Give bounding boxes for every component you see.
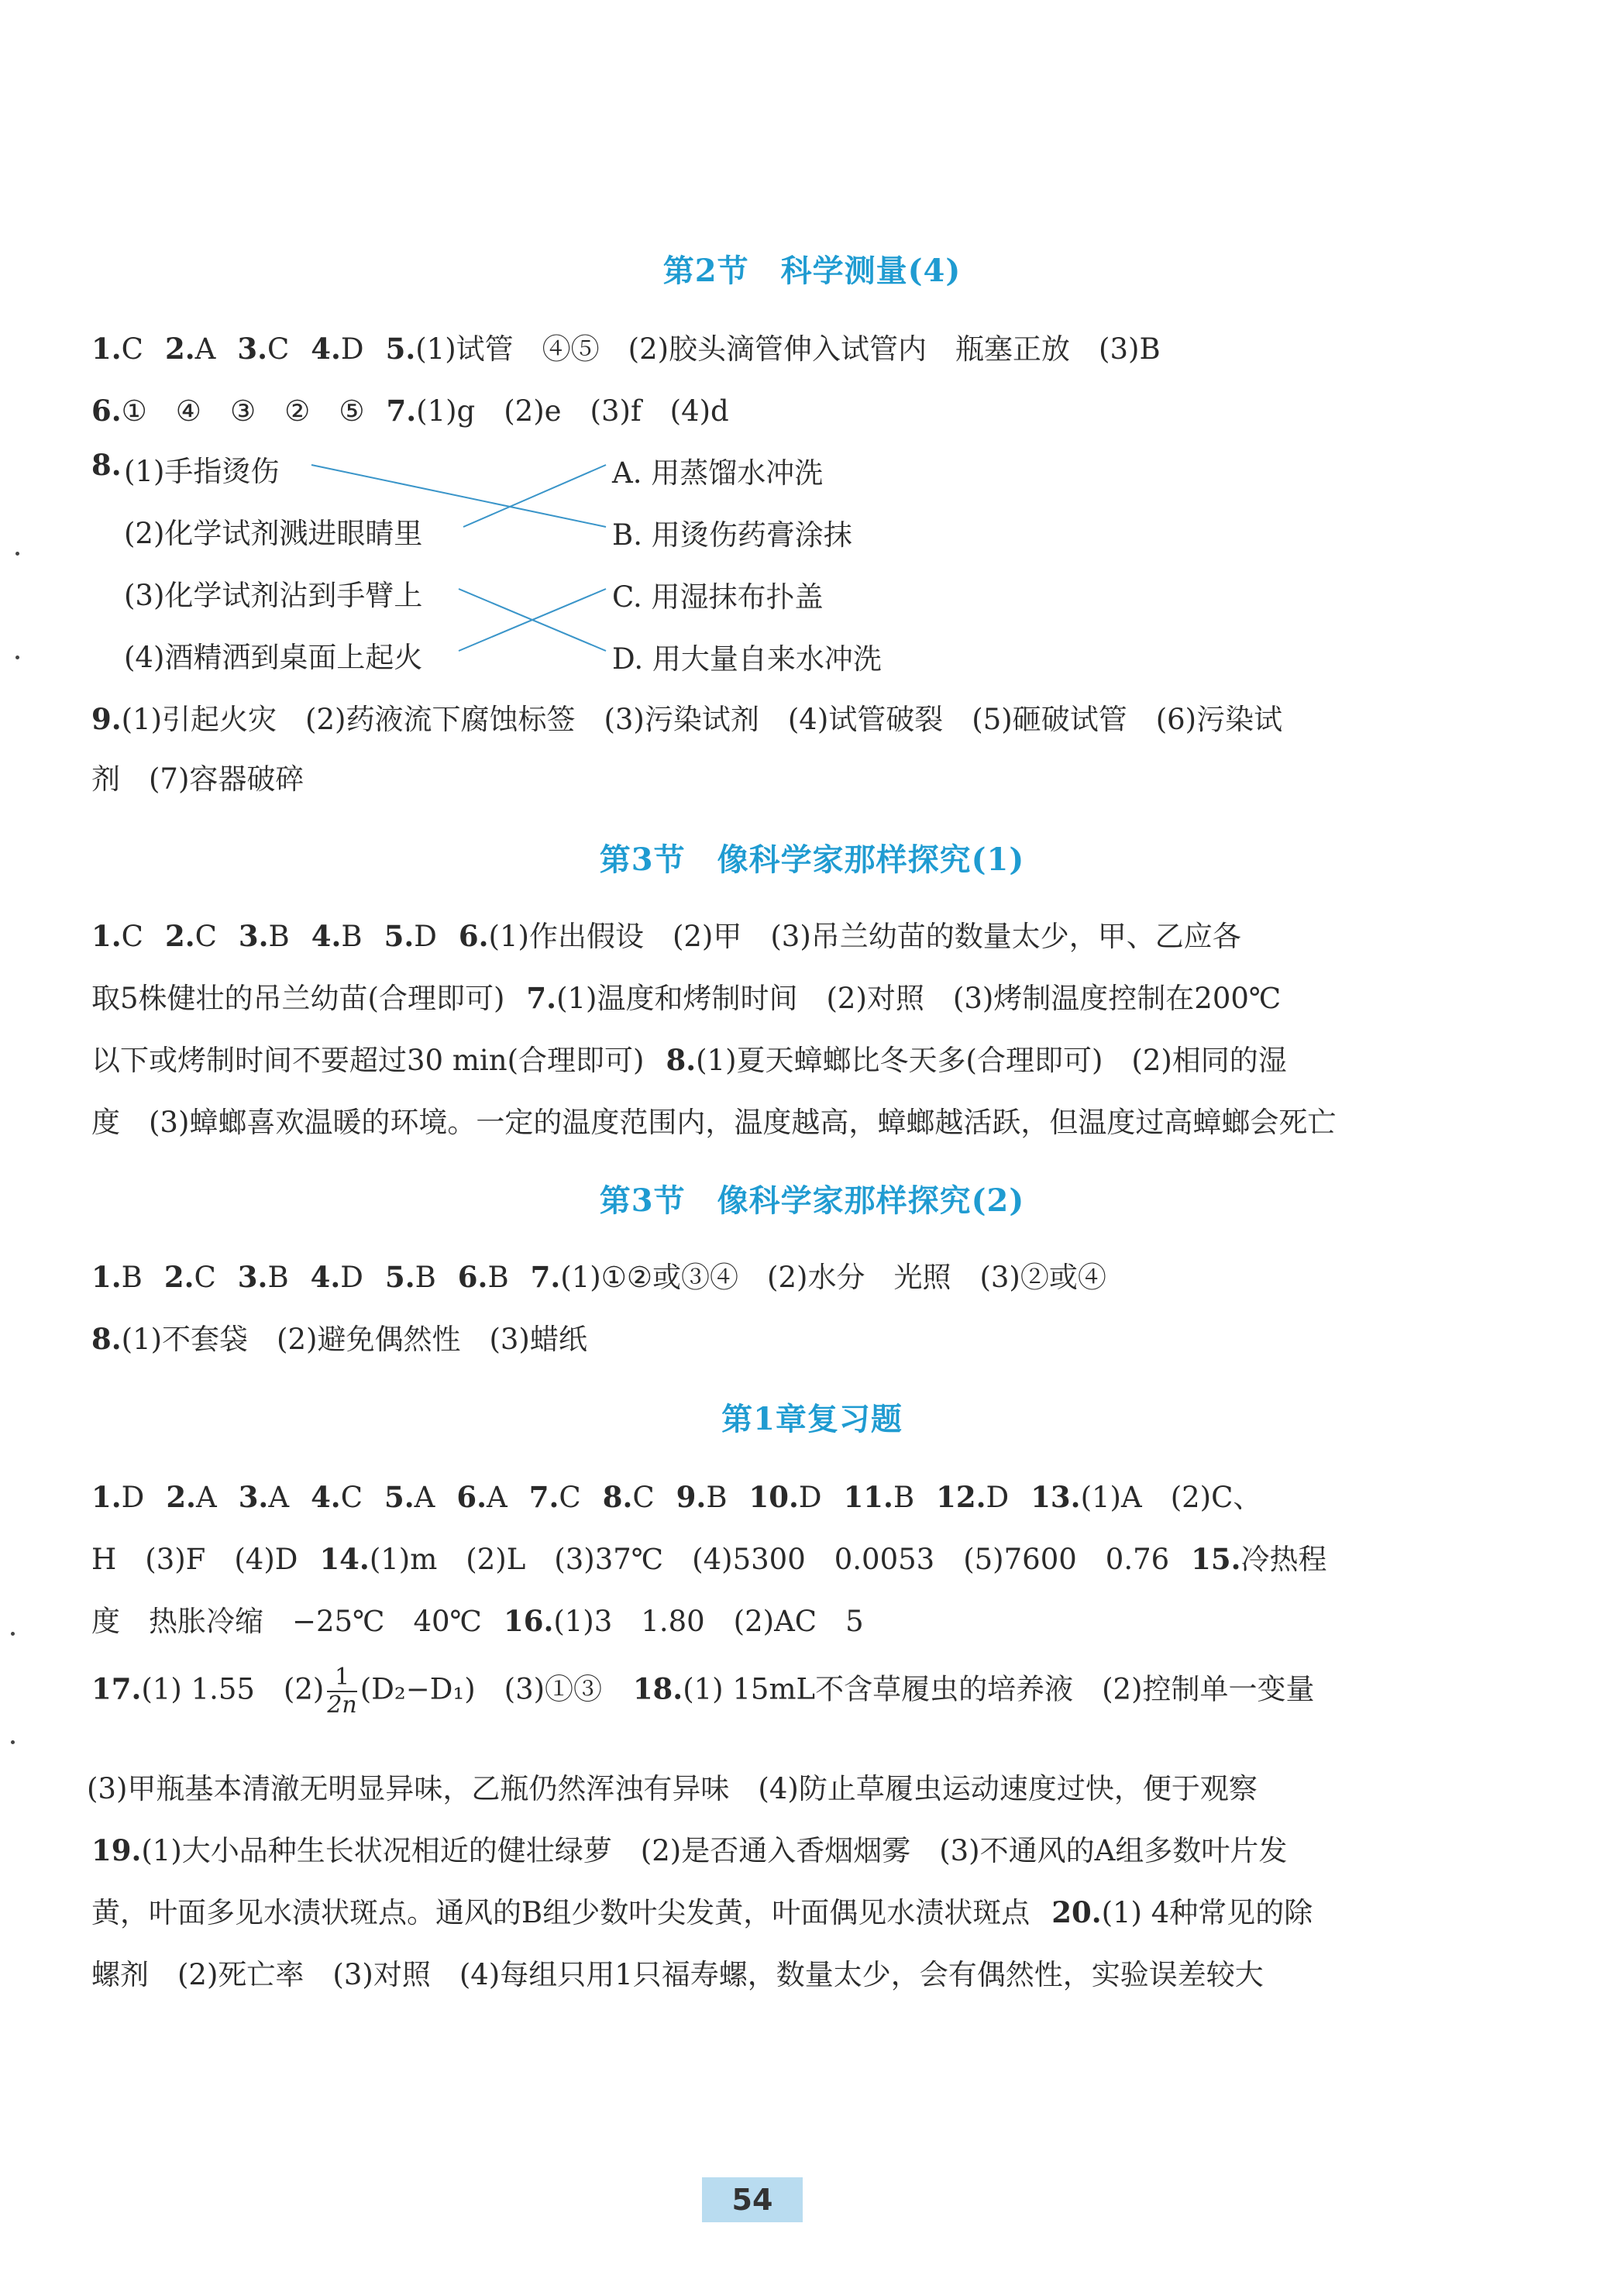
answer-text: (1)不套袋 (2)避免偶然性 (3)蜡纸 bbox=[121, 1323, 587, 1356]
answer-line bbox=[87, 1765, 1258, 1807]
margin-mark bbox=[15, 552, 19, 556]
answer-text: D bbox=[798, 1481, 822, 1514]
answer-line-q17 bbox=[91, 1664, 1315, 1719]
question-number: 16. bbox=[503, 1604, 554, 1638]
answer-text: D bbox=[340, 1261, 363, 1294]
answer-text: (1)引起火灾 (2)药液流下腐蚀标签 (3)污染试剂 (4)试管破裂 (5)砸破试管 (6)污染试 bbox=[121, 703, 1283, 736]
section-title: 第1章复习题 bbox=[721, 1401, 903, 1437]
answer-text: 以下或烤制时间不要超过30 min(合理即可) bbox=[91, 1044, 645, 1077]
answer-text: C bbox=[194, 1261, 216, 1294]
answer-text: C bbox=[121, 332, 143, 366]
section-title: 第3节 像科学家那样探究(1) bbox=[599, 841, 1025, 878]
match-right-item: B. 用烫伤药膏涂抹 bbox=[612, 518, 852, 552]
margin-mark bbox=[15, 656, 19, 659]
question-number: 1. bbox=[91, 919, 122, 953]
page-number: 54 bbox=[702, 2177, 803, 2222]
answer-line bbox=[91, 696, 1282, 738]
answer-text: B bbox=[415, 1261, 436, 1294]
answer-text: C bbox=[194, 920, 217, 953]
answer-text: (1)夏天蟑螂比冬天多(合理即可) (2)相同的湿 bbox=[696, 1044, 1287, 1077]
answer-text: B bbox=[121, 1261, 143, 1294]
answer-text: 黄，叶面多见水渍状斑点。通风的B组少数叶尖发黄，叶面偶见水渍状斑点 bbox=[91, 1896, 1030, 1929]
answer-text: D bbox=[121, 1481, 145, 1514]
question-number: 12. bbox=[936, 1480, 986, 1514]
match-left-item: (4)酒精洒到桌面上起火 bbox=[124, 641, 423, 674]
answer-text: C bbox=[559, 1481, 581, 1514]
question-number: 5. bbox=[384, 919, 415, 953]
question-number: 5. bbox=[385, 332, 416, 366]
answer-text: ① ④ ③ ② ⑤ bbox=[121, 394, 365, 428]
answer-text: B bbox=[893, 1481, 915, 1514]
answer-text: A bbox=[414, 1481, 435, 1514]
fraction-numerator: 1 bbox=[327, 1664, 356, 1692]
answer-line bbox=[91, 1889, 1313, 1931]
question-number: 6. bbox=[457, 1260, 488, 1294]
answer-text: A bbox=[194, 332, 216, 366]
answer-line bbox=[91, 1254, 1106, 1296]
question-number: 4. bbox=[311, 919, 342, 953]
match-right-item: C. 用湿抹布扑盖 bbox=[612, 580, 824, 614]
answer-text: 螺剂 (2)死亡率 (3)对照 (4)每组只用1只福寿螺，数量太少，会有偶然性，实验误差较大 bbox=[91, 1958, 1264, 1991]
question-number: 4. bbox=[311, 332, 341, 366]
question-number: 4. bbox=[310, 1260, 341, 1294]
question-number: 20. bbox=[1051, 1895, 1102, 1929]
question-number: 6. bbox=[458, 919, 489, 953]
answer-line bbox=[91, 1536, 1327, 1578]
answer-text: D bbox=[340, 332, 364, 366]
question-number: 7. bbox=[386, 394, 417, 428]
question-number: 6. bbox=[456, 1480, 487, 1514]
question-number: 13. bbox=[1030, 1480, 1081, 1514]
answer-text: H (3)F (4)D bbox=[91, 1543, 298, 1576]
answer-line bbox=[91, 1099, 1336, 1141]
answer-text: (1) 15mL不含草履虫的培养液 (2)控制单一变量 bbox=[683, 1672, 1315, 1706]
match-line bbox=[463, 465, 606, 527]
fraction bbox=[327, 1664, 356, 1719]
answer-text: D bbox=[414, 920, 437, 953]
answer-text: (D₂−D₁) (3)①③ bbox=[360, 1672, 603, 1706]
answer-text: (1)作出假设 (2)甲 (3)吊兰幼苗的数量太少，甲、乙应各 bbox=[488, 920, 1241, 953]
answer-text: (1)3 1.80 (2)AC 5 bbox=[553, 1605, 864, 1638]
question-number: 8. bbox=[91, 448, 122, 482]
question-number: 7. bbox=[530, 1260, 561, 1294]
question-number: 2. bbox=[164, 332, 195, 366]
answer-line bbox=[91, 1598, 864, 1640]
answer-text: 冷热程 bbox=[1240, 1543, 1327, 1576]
question-number: 17. bbox=[91, 1671, 142, 1706]
question-number: 1. bbox=[91, 1480, 122, 1514]
answer-text: A bbox=[195, 1481, 217, 1514]
section-title: 第2节 科学测量(4) bbox=[662, 253, 962, 289]
question-number: 1. bbox=[91, 332, 122, 366]
answer-text: A bbox=[487, 1481, 508, 1514]
match-right-item: D. 用大量自来水冲洗 bbox=[612, 642, 882, 676]
question-number: 2. bbox=[163, 1260, 194, 1294]
answer-text: B bbox=[487, 1261, 509, 1294]
question-number: 4. bbox=[311, 1480, 341, 1514]
answer-text: 取5株健壮的吊兰幼苗(合理即可) bbox=[91, 982, 505, 1015]
question-number: 1. bbox=[91, 1260, 122, 1294]
question-number: 18. bbox=[632, 1671, 683, 1706]
answer-text: C bbox=[340, 1481, 363, 1514]
question-number: 8. bbox=[666, 1043, 697, 1077]
section-title: 第3节 像科学家那样探究(2) bbox=[599, 1182, 1025, 1219]
question-number: 15. bbox=[1191, 1542, 1241, 1576]
answer-line bbox=[91, 1827, 1287, 1869]
question-number: 8. bbox=[91, 1322, 122, 1356]
answer-text: (1)g (2)e (3)f (4)d bbox=[416, 394, 729, 428]
answer-line bbox=[91, 1951, 1264, 1993]
answer-text: C bbox=[121, 920, 143, 953]
match-left-item: (2)化学试剂溅进眼睛里 bbox=[124, 517, 423, 550]
question-number: 3. bbox=[238, 919, 269, 953]
answer-line bbox=[91, 1474, 1261, 1516]
question-number: 3. bbox=[238, 1480, 269, 1514]
answer-text: 度 热胀冷缩 −25℃ 40℃ bbox=[91, 1605, 482, 1638]
answer-text: 度 (3)蟑螂喜欢温暖的环境。一定的温度范围内，温度越高，蟑螂越活跃，但温度过高蟑螂会死亡 bbox=[91, 1106, 1337, 1139]
question-number: 8. bbox=[602, 1480, 633, 1514]
question-number: 7. bbox=[526, 981, 557, 1015]
question-number: 19. bbox=[91, 1833, 142, 1867]
question-number: 5. bbox=[384, 1480, 415, 1514]
answer-text: B bbox=[706, 1481, 728, 1514]
question-number: 5. bbox=[384, 1260, 415, 1294]
answer-line bbox=[91, 755, 304, 797]
margin-mark bbox=[11, 1632, 15, 1636]
answer-text: B bbox=[341, 920, 363, 953]
answer-text: D bbox=[986, 1481, 1010, 1514]
answer-text: C bbox=[632, 1481, 655, 1514]
question-number: 3. bbox=[237, 1260, 268, 1294]
answer-text: 剂 (7)容器破碎 bbox=[91, 762, 304, 796]
question-number: 2. bbox=[164, 919, 195, 953]
answer-text: B bbox=[267, 1261, 289, 1294]
answer-text: (3)甲瓶基本清澈无明显异味，乙瓶仍然浑浊有异味 (4)防止草履虫运动速度过快，便于观察 bbox=[87, 1772, 1258, 1805]
answer-text: A bbox=[268, 1481, 290, 1514]
match-left-item: (3)化学试剂沾到手臂上 bbox=[124, 579, 423, 612]
question-number: 11. bbox=[843, 1480, 893, 1514]
margin-mark bbox=[11, 1740, 15, 1744]
match-left-item: (1)手指烫伤 bbox=[124, 455, 280, 488]
answer-text: (1)m (2)L (3)37℃ (4)5300 0.0053 (5)7600 0.76 bbox=[369, 1543, 1170, 1576]
answer-text: (1) 1.55 (2) bbox=[141, 1672, 325, 1706]
answer-line bbox=[91, 1316, 587, 1358]
answer-text: (1)①②或③④ (2)水分 光照 (3)②或④ bbox=[560, 1261, 1106, 1294]
answer-text: (1)大小品种生长状况相近的健壮绿萝 (2)是否通入香烟烟雾 (3)不通风的A组多数叶片发 bbox=[141, 1834, 1288, 1867]
answer-text: (1)A (2)C、 bbox=[1080, 1481, 1262, 1514]
question-number: 10. bbox=[748, 1480, 799, 1514]
answer-text: B bbox=[268, 920, 290, 953]
question-number: 7. bbox=[528, 1480, 559, 1514]
match-right-item: A. 用蒸馏水冲洗 bbox=[612, 456, 824, 490]
question-number: 2. bbox=[166, 1480, 196, 1514]
answer-line bbox=[91, 975, 1281, 1017]
question-number: 9. bbox=[91, 702, 122, 736]
match-line bbox=[311, 465, 606, 527]
question-number: 6. bbox=[91, 394, 122, 428]
answer-text: (1)试管 ④⑤ (2)胶头滴管伸入试管内 瓶塞正放 (3)B bbox=[415, 332, 1161, 366]
answer-text: (1)温度和烤制时间 (2)对照 (3)烤制温度控制在200℃ bbox=[556, 982, 1282, 1015]
question-number: 3. bbox=[237, 332, 267, 366]
answer-line bbox=[91, 1037, 1287, 1079]
fraction-denominator: 2n bbox=[327, 1691, 357, 1719]
answer-text: C bbox=[267, 332, 290, 366]
answer-line bbox=[91, 913, 1241, 955]
question-number: 9. bbox=[676, 1480, 707, 1514]
answer-text: (1) 4种常见的除 bbox=[1101, 1896, 1313, 1929]
question-number: 14. bbox=[319, 1542, 370, 1576]
